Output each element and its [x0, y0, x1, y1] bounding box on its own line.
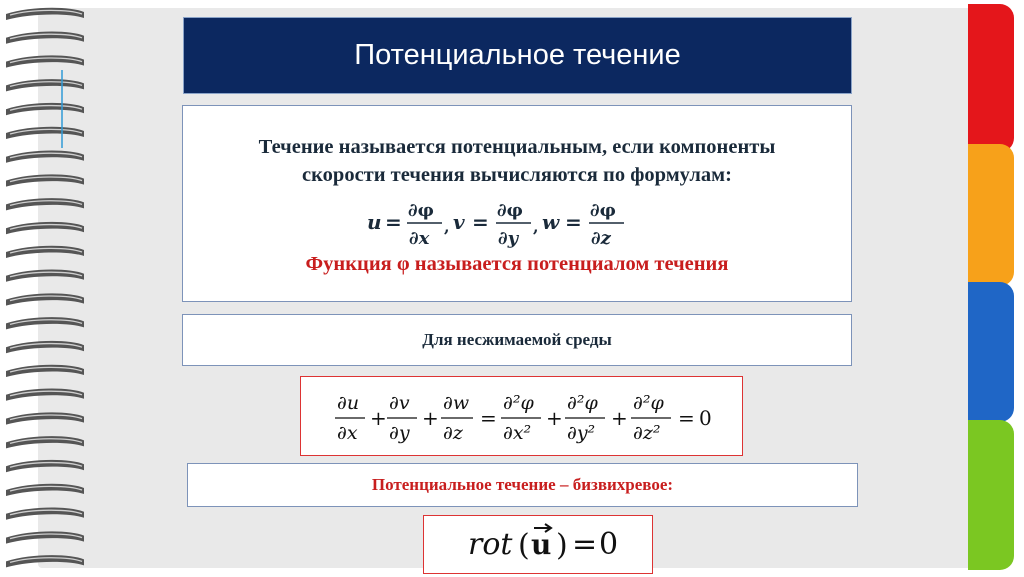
d2phi-2: ∂²φ: [567, 392, 598, 414]
du: ∂u: [337, 392, 360, 414]
vector-u: u: [531, 528, 552, 561]
velocity-formula: [183, 195, 851, 251]
rot-text: rot: [468, 527, 513, 562]
equals-4: =: [480, 406, 497, 430]
spiral-binding: [0, 0, 95, 574]
tab-orange[interactable]: [968, 144, 1014, 286]
v-symbol: v: [453, 210, 465, 234]
plus-1: +: [370, 406, 387, 430]
comma-1: ,: [444, 217, 450, 236]
dy: ∂y: [498, 228, 519, 249]
definition-line-1: Течение называется потенциальным, если компоненты: [258, 136, 776, 158]
rot-formula-box: [423, 515, 653, 574]
plus-4: +: [611, 406, 628, 430]
dphi-3: ∂φ: [590, 200, 616, 221]
zero-1: 0: [699, 406, 712, 430]
dphi-2: ∂φ: [497, 200, 523, 221]
dphi-1: ∂φ: [408, 200, 434, 221]
potential-note: Функция φ называется потенциалом течения: [305, 253, 729, 275]
equals-5: =: [678, 406, 695, 430]
irrotational-box: [187, 463, 858, 507]
title-bar: [183, 17, 852, 94]
dx2: ∂x²: [503, 422, 532, 444]
plus-2: +: [422, 406, 439, 430]
dx-1: ∂x: [337, 422, 358, 444]
dx: ∂x: [409, 228, 430, 249]
d2phi-3: ∂²φ: [633, 392, 664, 414]
d2phi-1: ∂²φ: [503, 392, 534, 414]
dz2: ∂z²: [633, 422, 661, 444]
equals-2: =: [472, 210, 489, 234]
velocity-formula-svg: [367, 195, 667, 251]
plus-3: +: [546, 406, 563, 430]
right-paren: ): [556, 528, 568, 563]
w-symbol: w: [542, 210, 560, 234]
dv: ∂v: [389, 392, 410, 414]
comma-2: ,: [533, 217, 539, 236]
section-tabs: [968, 0, 1024, 574]
laplace-equation-box: [300, 376, 743, 456]
definition-text: [183, 133, 851, 189]
definition-line-2: скорости течения вычисляются по формулам:: [302, 164, 732, 186]
zero-2: 0: [599, 527, 619, 562]
incompressible-box: [182, 314, 852, 366]
dz-1: ∂z: [443, 422, 463, 444]
tab-green[interactable]: [968, 420, 1014, 570]
dw: ∂w: [443, 392, 470, 414]
equals-1: =: [385, 210, 402, 234]
dy-1: ∂y: [389, 422, 410, 444]
equals-3: =: [565, 210, 582, 234]
irrotational-label: Потенциальное течение – бизвихревое:: [371, 475, 674, 494]
dy2: ∂y²: [567, 422, 596, 444]
slide-title: Потенциальное течение: [354, 39, 681, 71]
rot-formula-svg: [424, 516, 651, 572]
u-symbol: u: [367, 210, 382, 234]
tab-red[interactable]: [968, 4, 1014, 152]
incompressible-label: Для несжимаемой среды: [422, 330, 612, 349]
laplace-equation-svg: [301, 377, 741, 454]
definition-box: [182, 105, 852, 302]
dz: ∂z: [591, 228, 611, 249]
equals-6: =: [572, 527, 598, 562]
left-paren: (: [518, 528, 530, 563]
tab-blue[interactable]: [968, 282, 1014, 422]
